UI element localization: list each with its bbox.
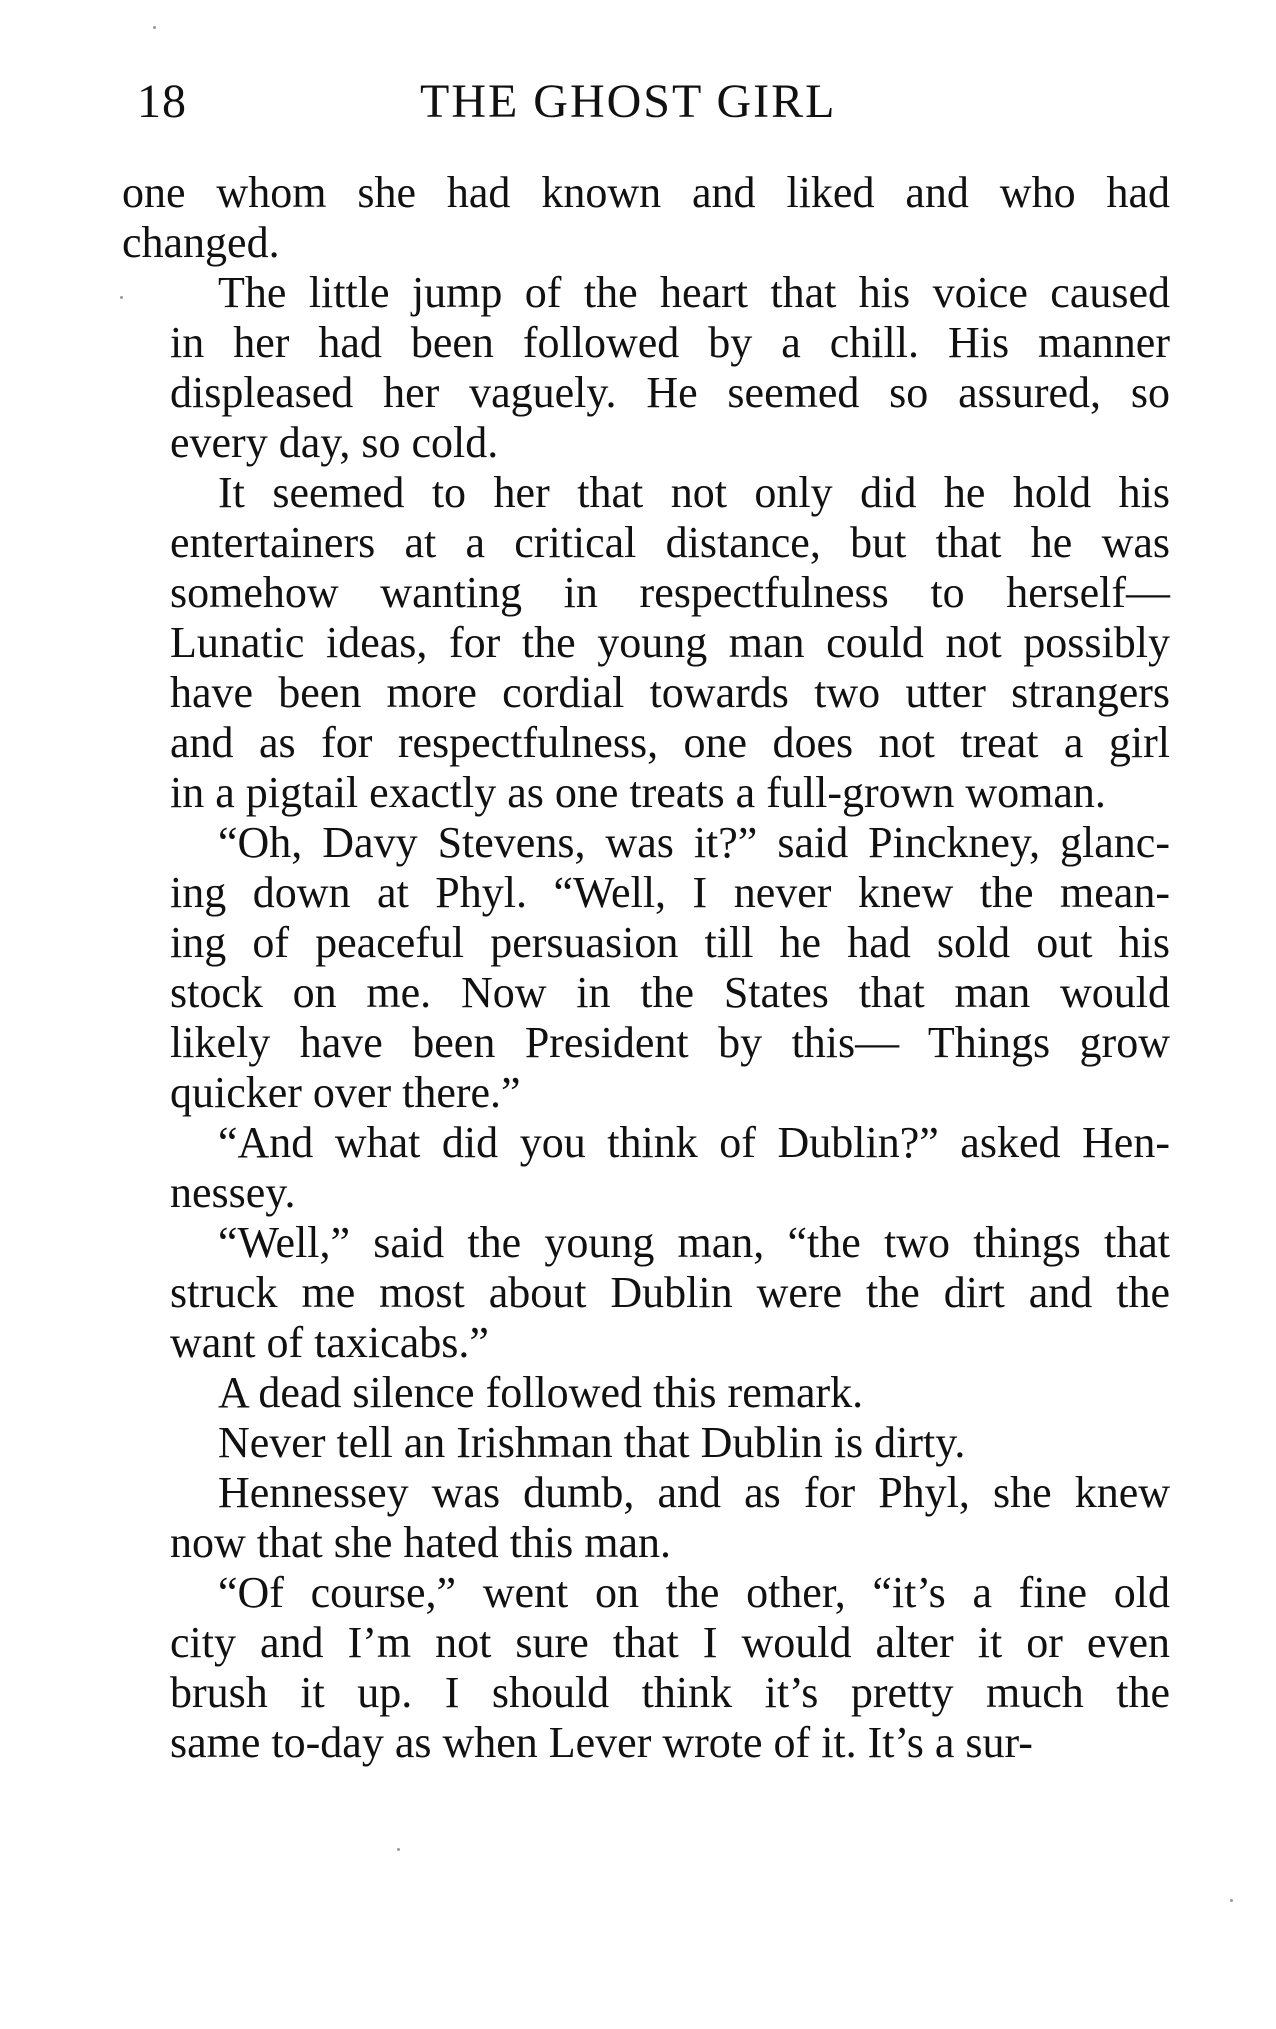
body-text — [122, 168, 1170, 1768]
text-line: Hennessey was dumb, and as for Phyl, she knew — [218, 1468, 1170, 1517]
text-line: every day, so cold. — [170, 418, 499, 467]
text-line: “And what did you think of Dublin?” asked Hen- — [218, 1118, 1170, 1167]
text-line: likely have been President by this— Things grow — [170, 1018, 1170, 1067]
text-line: quicker over there.” — [170, 1068, 521, 1117]
text-line: “Well,” said the young man, “the two things that — [218, 1218, 1170, 1267]
paragraph — [122, 1418, 1170, 1468]
text-line: struck me most about Dublin were the dirt and the — [170, 1268, 1170, 1317]
text-line: have been more cordial towards two utter strangers — [170, 668, 1170, 717]
text-line: Lunatic ideas, for the young man could not possibly — [170, 618, 1170, 667]
text-line: “Oh, Davy Stevens, was it?” said Pinckney, glanc- — [218, 818, 1170, 867]
paper-speck — [120, 296, 123, 299]
text-line: city and I’m not sure that I would alter it or even — [170, 1618, 1170, 1667]
text-line: one whom she had known and liked and who had — [122, 168, 1170, 217]
running-title: THE GHOST GIRL — [420, 75, 837, 128]
text-line: in her had been followed by a chill. His manner — [170, 318, 1170, 367]
text-line: stock on me. Now in the States that man would — [170, 968, 1170, 1017]
paragraph — [122, 1468, 1170, 1568]
text-line: in a pigtail exactly as one treats a full-grown woman. — [170, 768, 1106, 817]
text-line: now that she hated this man. — [170, 1518, 672, 1567]
text-line: and as for respectfulness, one does not treat a girl — [170, 718, 1170, 767]
text-line: changed. — [122, 218, 280, 267]
text-line: Never tell an Irishman that Dublin is dirty. — [218, 1418, 966, 1467]
paper-speck — [397, 1848, 400, 1851]
paragraph — [122, 468, 1170, 818]
page-header — [137, 72, 1167, 132]
text-line: A dead silence followed this remark. — [218, 1368, 864, 1417]
paper-speck — [153, 26, 156, 29]
text-line: same to-day as when Lever wrote of it. It’s a sur- — [170, 1718, 1033, 1767]
page-number: 18 — [137, 75, 187, 128]
paragraph — [122, 1568, 1170, 1768]
paragraph — [122, 168, 1170, 268]
paragraph — [122, 1368, 1170, 1418]
text-line: ing down at Phyl. “Well, I never knew the mean- — [170, 868, 1170, 917]
text-line: ing of peaceful persuasion till he had sold out his — [170, 918, 1170, 967]
text-line: The little jump of the heart that his voice caused — [218, 268, 1170, 317]
text-line: want of taxicabs.” — [170, 1318, 489, 1367]
paper-speck — [1230, 1899, 1233, 1902]
text-line: entertainers at a critical distance, but that he was — [170, 518, 1170, 567]
paragraph — [122, 268, 1170, 468]
paragraph — [122, 1218, 1170, 1368]
text-line: displeased her vaguely. He seemed so assured, so — [170, 368, 1170, 417]
text-line: brush it up. I should think it’s pretty much the — [170, 1668, 1170, 1717]
text-line: nessey. — [170, 1168, 296, 1217]
text-line: It seemed to her that not only did he hold his — [218, 468, 1170, 517]
text-line: “Of course,” went on the other, “it’s a fine old — [218, 1568, 1170, 1617]
paragraph — [122, 818, 1170, 1118]
paragraph — [122, 1118, 1170, 1218]
text-line: somehow wanting in respectfulness to herself— — [170, 568, 1170, 617]
